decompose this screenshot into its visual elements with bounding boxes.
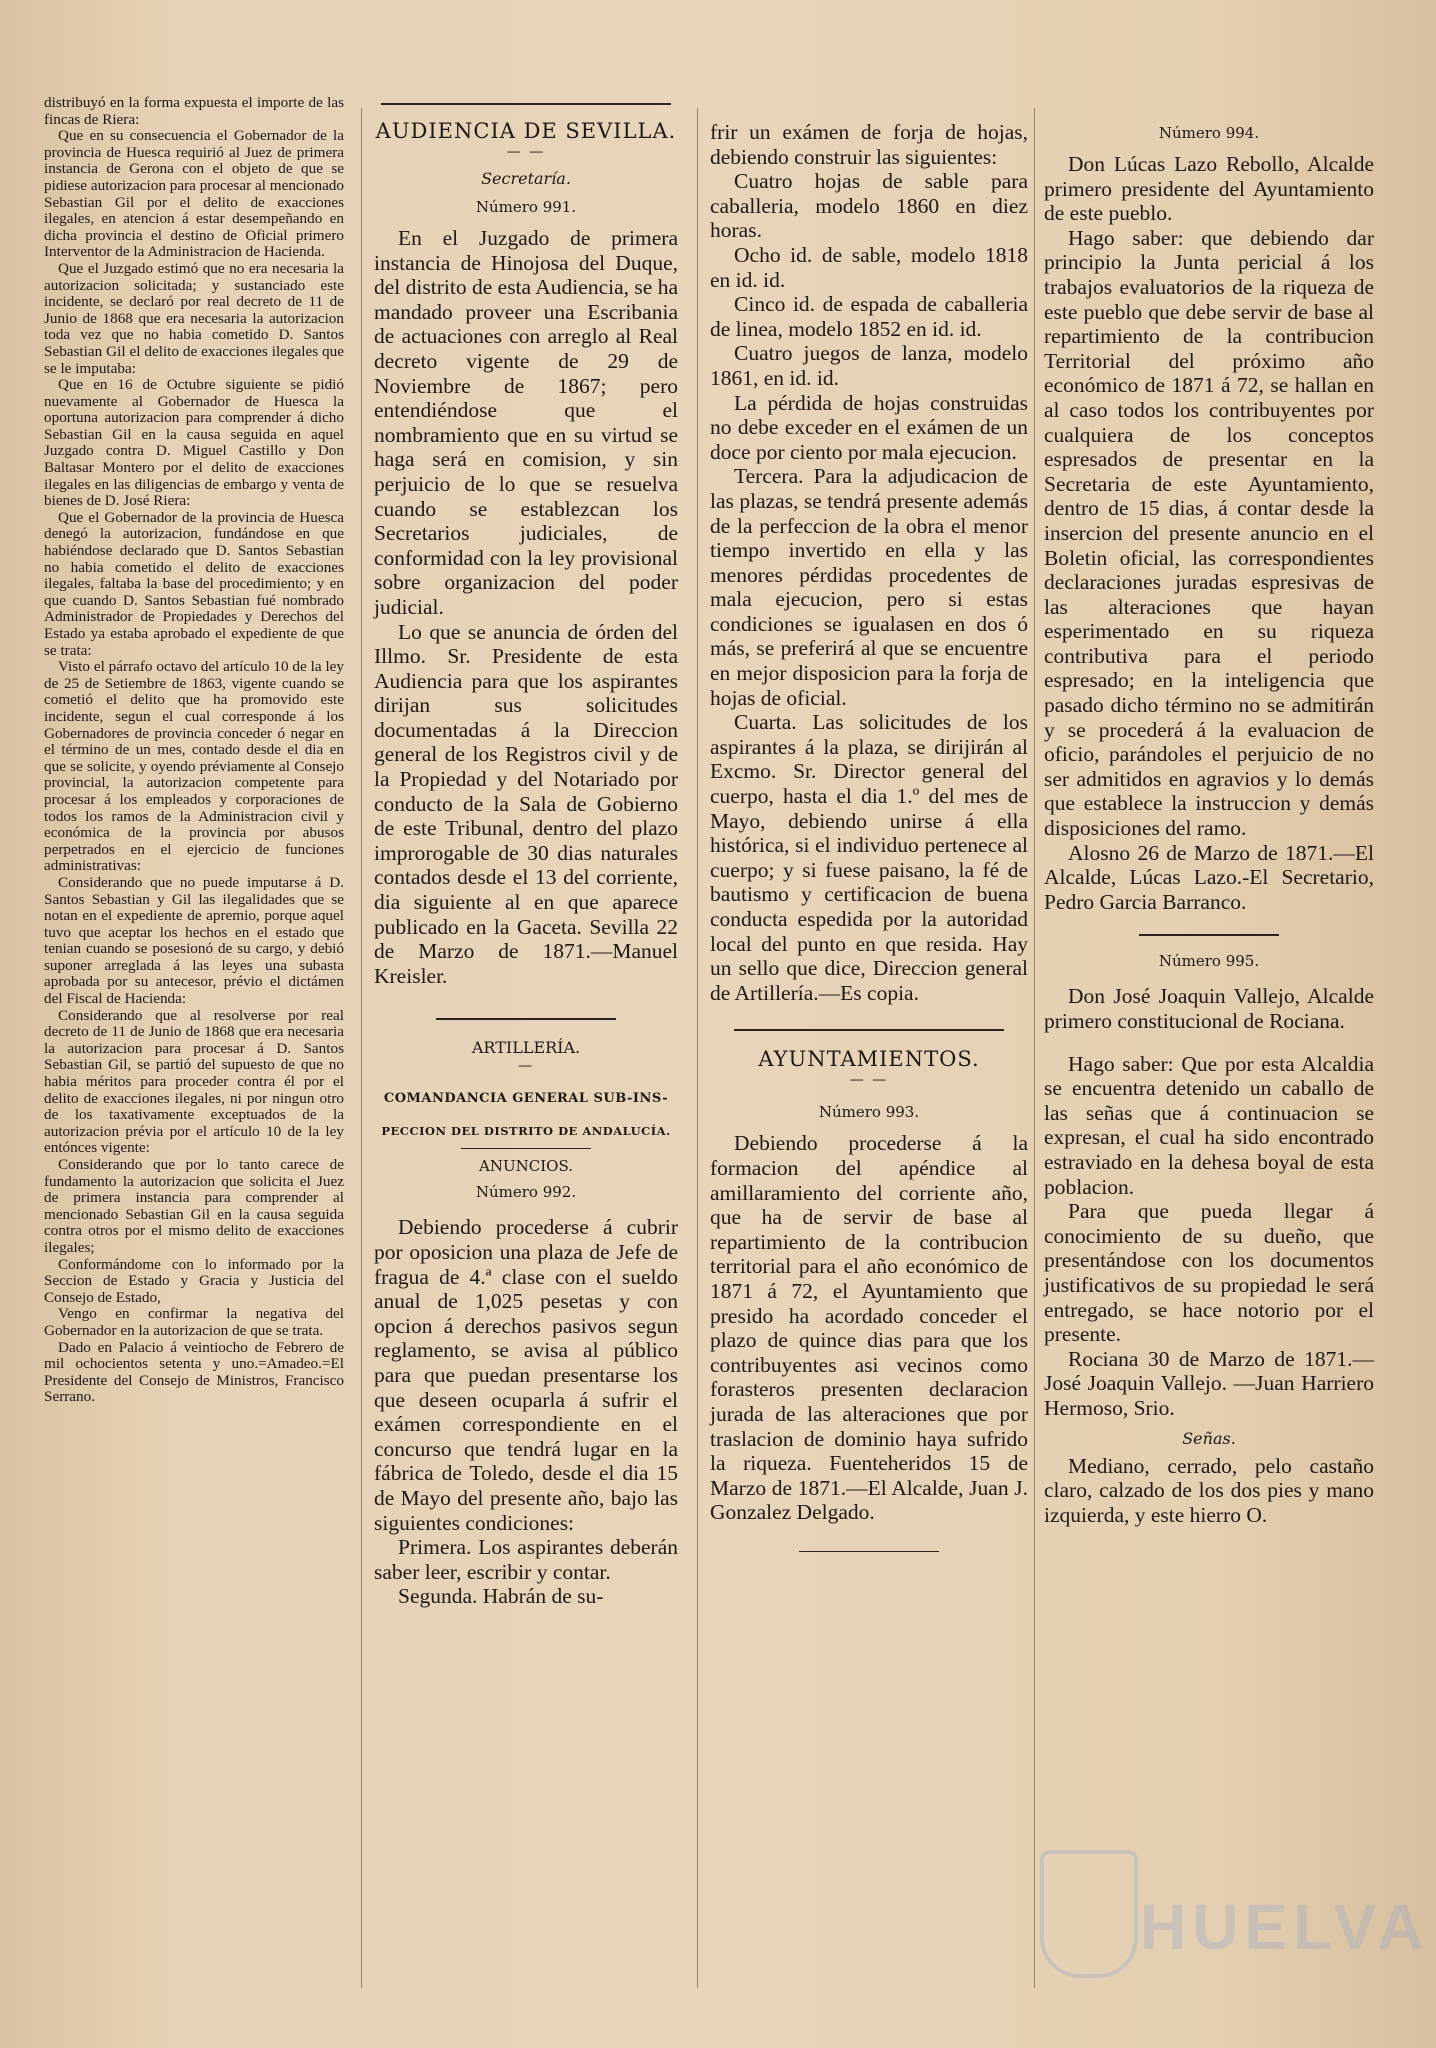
column-2 bbox=[374, 95, 678, 1609]
paragraph: Que el Juzgado estimó que no era necesaria la autorizacion solicitada; y sustanciado este incidente, se declaró por real decreto de 11 de Junio de 1868 que era necesaria la autorizacion toda vez que no habia cometido D. Santos Sebastian Gil el delito de exacciones ilegales que se le imputaba: bbox=[44, 259, 344, 377]
paragraph: Debiendo procederse á la formacion del apéndice al amillaramiento del corriente año, que ha de servir de base al repartimiento de la contribucion territorial para el año económico de 1871 á 72, el Ayuntamiento que presido ha acordado conceder el plazo de quince dias para que los contribuyentes asi vecinos como forasteros presenten declaracion jurada de las alteraciones que por traslacion de dominio haya sufrido la riqueza. Fuenteheridos 15 de Marzo de 1871.—El Alcalde, Juan J. Gonzalez Delgado. bbox=[710, 1131, 1028, 1525]
paragraph: Ocho id. de sable, modelo 1818 en id. id. bbox=[710, 242, 1028, 292]
section-rule bbox=[436, 1018, 616, 1020]
paragraph: Que en su consecuencia el Gobernador de la provincia de Huesca requirió al Juez de primera instancia de Gerona con el objeto de que se pidiese autorizacion para procesar al mencionado Sebastian Gil por el delito de exacciones ilegales, en atencion á estar desempeñando en dicha provincia el destino de Oficial primero Interventor de la Administracion de Hacienda. bbox=[44, 127, 344, 261]
paragraph: Cuatro hojas de sable para caballeria, modelo 1860 en diez horas. bbox=[710, 169, 1028, 243]
paragraph: Segunda. Habrán de su- bbox=[398, 1584, 604, 1609]
subheading-distrito: PECCION DEL DISTRITO DE ANDALUCÍA. bbox=[381, 1124, 671, 1139]
section-rule bbox=[734, 1029, 1004, 1031]
paragraph: Hago saber: que debiendo dar principio la Junta pericial á los trabajos evaluatorios de la riqueza de este pueblo que debe servir de base al repartimiento de la contribucion Territorial del próximo año económico de 1871 á 72, se hallan en al caso todos los contribuyentes por cualquiera de los conceptos espresados de presentar en la Secretaria de este Ayuntamiento, dentro de 15 dias, á contar desde la insercion del presente anuncio en el Boletin oficial, las correspondientes declaraciones juradas espresivas de las alteraciones que hayan esperimentado en su riqueza contributiva para el periodo espresado; en la inteligencia que pasado dicho término no se admitirán y se procederá á la evaluacion de oficio, parándoles el perjuicio de no ser admitidos en agravios y lo demás que establece la instruccion y demás disposiciones del ramo. bbox=[1044, 225, 1374, 841]
paragraph: Considerando que al resolverse por real decreto de 11 de Junio de 1868 que era necesaria la autorizacion para procesar á D. Santos Sebastian Gil, se partió del supuesto de que no habia méritos para proceder contra él por el delito de exacciones ilegales, ni por ningun otro de los taxativamente exceptuados de la autorizacion prévia por el artículo 10 de la ley entónces vigente: bbox=[44, 1006, 344, 1157]
paragraph: Hago saber: Que por esta Alcaldia se encuentra detenido un caballo de las señas que á continuacion se expresan, el cual ha sido encontrado estraviado en la dehesa boyal de esta poblacion. bbox=[1044, 1051, 1374, 1199]
notice-number: Número 995. bbox=[1158, 952, 1260, 971]
crest-icon bbox=[1040, 1850, 1138, 1978]
paragraph: Visto el párrafo octavo del artículo 10 de la ley de 25 de Setiembre de 1863, vigente cuando se cometió el delito que ha promovido este incidente, segun el cual corresponde á los Gobernadores de provincia conceder ó negar en el término de un mes, contado desde el dia en que se solicite, y oyendo préviamente al Consejo provincial, la autorizacion competente para procesar á los empleados y corporaciones de todos los ramos de la Administracion civil y económica de la provincia por abusos perpetrados en el ejercicio de funciones administrativas: bbox=[44, 658, 344, 875]
paragraph: Cinco id. de espada de caballeria de linea, modelo 1852 en id. id. bbox=[710, 292, 1028, 341]
notice-lead: Don Lúcas Lazo Rebollo, Alcalde primero presidente del Ayuntamiento de este pueblo. bbox=[1044, 152, 1374, 226]
heading-dash: — — bbox=[849, 1072, 889, 1089]
notice-lead: Don José Joaquin Vallejo, Alcalde primero constitucional de Rociana. bbox=[1044, 984, 1374, 1033]
column-rule bbox=[361, 108, 362, 1988]
notice-number: Número 991. bbox=[475, 198, 577, 216]
divider bbox=[461, 1148, 591, 1149]
paragraph: En el Juzgado de primera instancia de Hinojosa del Duque, del distrito de esta Audiencia, se ha mandado proveer una Escribania de actuaciones con arreglo al Real decreto vigente de 29 de Noviembre de 1867; pero entendiéndose que el nombramiento que en su virtud se haga será en comision, y sin perjuicio de lo que se resuelva cuando se establezcan los Secretarios judiciales, de conformidad con la ley provisional sobre organizacion del poder judicial. bbox=[374, 226, 678, 619]
paragraph: distribuyó en la forma expuesta el importe de las fincas de Riera: bbox=[44, 94, 344, 128]
column-rule bbox=[1034, 108, 1035, 1988]
section-rule bbox=[381, 103, 671, 105]
heading-dash: — — bbox=[506, 144, 546, 160]
paragraph: Cuatro juegos de lanza, modelo 1861, en id. id. bbox=[710, 341, 1028, 390]
paragraph: Dado en Palacio á veintiocho de Febrero de mil ochocientos setenta y uno.=Amadeo.=El Presidente del Consejo de Ministros, Francisco Serrano. bbox=[44, 1338, 344, 1406]
section-heading-artilleria: ARTILLERÍA. bbox=[471, 1038, 581, 1058]
senas-label: Señas. bbox=[1182, 1428, 1236, 1448]
column-3 bbox=[710, 120, 1028, 1558]
paragraph: Mediano, cerrado, pelo castaño claro, calzado de los dos pies y mano izquierda, y este hierro O. bbox=[1044, 1453, 1374, 1527]
notice-number: Número 994. bbox=[1158, 124, 1260, 142]
paragraph: Que el Gobernador de la provincia de Huesca denegó la autorizacion, fundándose en que habiéndose declarado que D. Santos Sebastian no habia cometido el delito de exacciones ilegales, faltaba la base del procedimiento; y en que cuando D. Santos Sebastian fué nombrado Administrador de Propiedades y Derechos del Estado ya estaba aprobado el expediente de que se trata: bbox=[44, 508, 344, 659]
library-watermark-stamp: HUELVA bbox=[1040, 1850, 1400, 2020]
anuncios-label: ANUNCIOS. bbox=[479, 1157, 573, 1176]
paragraph: Conformándome con lo informado por la Seccion de Estado y Gracia y Justicia del Consejo de Estado, bbox=[44, 1255, 344, 1306]
column-rule bbox=[697, 108, 698, 1988]
paragraph: frir un exámen de forja de hojas, debiendo construir las siguientes: bbox=[710, 120, 1028, 169]
paragraph: Lo que se anuncia de órden del Illmo. Sr. Presidente de esta Audiencia para que los aspirantes dirijan sus solicitudes documentadas á la Direccion general de los Registros civil y de la Propiedad y del Notariado por conducto de la Sala de Gobierno de este Tribunal, dentro del plazo improrogable de 30 dias naturales contados desde el 13 del corriente, dia siguiente al en que aparece publicado en la Gaceta. Sevilla 22 de Marzo de 1871.—Manuel Kreisler. bbox=[374, 619, 678, 988]
paragraph: Debiendo procederse á cubrir por oposicion una plaza de Jefe de fragua de 4.ª clase con el sueldo anual de 1,025 pesetas y con opcion á derechos pasivos segun reglamento, se avisa al público para que puedan presentarse los que deseen ocuparla á sufrir el exámen correspondiente en el concurso que tendrá lugar en la fábrica de Toledo, desde el dia 15 de Mayo del presente año, bajo las siguientes condiciones: bbox=[374, 1215, 678, 1535]
paragraph: Rociana 30 de Marzo de 1871.—José Joaquin Vallejo. —Juan Harriero Hermoso, Srio. bbox=[1044, 1346, 1374, 1420]
section-heading-audiencia: AUDIENCIA DE SEVILLA. bbox=[375, 119, 677, 143]
paragraph: Considerando que por lo tanto carece de fundamento la autorizacion que solicita el Juez de primera instancia para comprender al mencionado Sebastian Gil en la causa seguida contra otros por el mismo delito de exacciones ilegales; bbox=[44, 1156, 344, 1256]
divider bbox=[799, 1551, 939, 1552]
column-4 bbox=[1044, 118, 1374, 1527]
paragraph: Para que pueda llegar á conocimiento de su dueño, que presentándose con los documentos justificativos de su propiedad le será entregado, se hace notorio por el presente. bbox=[1044, 1199, 1374, 1347]
paragraph: Vengo en confirmar la negativa del Gobernador en la autorizacion de que se trata. bbox=[44, 1305, 344, 1339]
notice-number: Número 992. bbox=[475, 1183, 577, 1202]
paragraph: Que en 16 de Octubre siguiente se pidió nuevamente al Gobernador de Huesca la oportuna autorizacion para comprender á dicho Sebastian Gil en la causa seguida en aquel Juzgado contra D. Miguel Castillo y Don Baltasar Montero por el delito de exacciones ilegales en las diligencias de embargo y venta de bienes de D. José Riera: bbox=[44, 376, 344, 510]
paragraph: Tercera. Para la adjudicacion de las plazas, se tendrá presente además de la perfeccion de la obra el menor tiempo invertido en ella y las menores pérdidas procedentes de mala ejecucion, pero si estas condiciones se igualasen en dos ó más, se preferirá al que se encuentre en mejor disposicion para la forja de hojas de oficial. bbox=[710, 464, 1028, 710]
paragraph: Considerando que no puede imputarse á D. Santos Sebastian y Gil las ilegalidades que se notan en el expediente de apremio, porque aquel tuvo que aceptar los hechos en el estado que tenian cuando se posesionó de su cargo, y debió suponer arreglada á las leyes una subasta aprobada por su antecesor, prévio el dictámen del Fiscal de Hacienda: bbox=[44, 873, 344, 1008]
subheading-comandancia: COMANDANCIA GENERAL SUB-INS- bbox=[383, 1091, 669, 1107]
paragraph: Cuarta. Las solicitudes de los aspirantes á la plaza, se dirijirán al Excmo. Sr. Director general del cuerpo, hasta el dia 1.º del mes de Mayo, debiendo unirse á ella histórica, si el individuo pertenece al cuerpo; y si fuese paisano, la fé de bautismo y certificacion de buena conducta espedida por la autoridad local del punto en que resida. Hay un sello que dice, Direccion general de Artillería.—Es copia. bbox=[710, 710, 1028, 1005]
heading-dash: — bbox=[518, 1058, 534, 1075]
subheading-secretaria: Secretaría. bbox=[481, 169, 571, 188]
paragraph: Primera. Los aspirantes deberán saber leer, escribir y contar. bbox=[374, 1535, 678, 1584]
paragraph: Alosno 26 de Marzo de 1871.—El Alcalde, Lúcas Lazo.-El Secretario, Pedro Garcia Barranco. bbox=[1044, 840, 1374, 914]
paragraph: La pérdida de hojas construidas no debe exceder en el exámen de un doce por ciento por mala ejecucion. bbox=[710, 390, 1028, 464]
column-1 bbox=[44, 95, 344, 1406]
section-heading-ayuntamientos: AYUNTAMIENTOS. bbox=[758, 1047, 980, 1072]
section-rule bbox=[1139, 934, 1279, 936]
notice-number: Número 993. bbox=[818, 1103, 920, 1122]
